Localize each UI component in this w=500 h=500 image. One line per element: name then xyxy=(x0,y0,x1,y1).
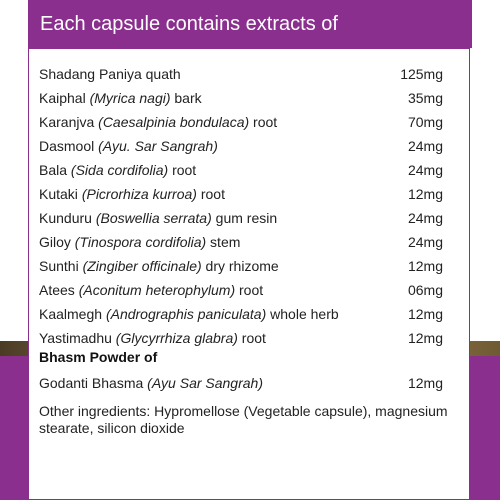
ingredient-amount: 12mg xyxy=(407,330,443,346)
ingredient-amount: 24mg xyxy=(407,234,443,250)
ingredient-latin: (Aconitum heterophylum) xyxy=(78,282,236,298)
ingredient-row xyxy=(39,63,443,85)
ingredient-row xyxy=(39,111,443,133)
ingredient-label xyxy=(39,114,277,130)
ingredient-amount: 06mg xyxy=(407,282,443,298)
ingredient-latin: (Myrica nagi) xyxy=(89,90,171,106)
ingredient-name: Dasmool xyxy=(39,138,99,154)
header-title: Each capsule contains extracts of xyxy=(40,12,338,35)
ingredient-amount: 24mg xyxy=(407,162,443,178)
ingredient-part: dry rhizome xyxy=(201,258,279,274)
ingredient-name: Bala xyxy=(39,162,71,178)
ingredient-amount: 12mg xyxy=(407,375,443,391)
ingredient-amount: 12mg xyxy=(407,258,443,274)
bhasm-heading: Bhasm Powder of xyxy=(39,349,158,365)
ingredient-label xyxy=(39,90,202,106)
ingredient-label xyxy=(39,162,196,178)
ingredient-latin: (Sida cordifolia) xyxy=(70,162,169,178)
ingredient-name: Kutaki xyxy=(39,186,82,202)
ingredient-row xyxy=(39,87,443,109)
ingredient-name: Kaiphal xyxy=(39,90,90,106)
ingredient-name: Karanjva xyxy=(39,114,99,130)
ingredient-latin: (Picrorhiza kurroa) xyxy=(81,186,197,202)
ingredient-latin: (Caesalpinia bondulaca) xyxy=(98,114,250,130)
ingredient-part: root xyxy=(237,330,266,346)
ingredient-latin: (Ayu Sar Sangrah) xyxy=(147,375,263,391)
ingredient-latin: (Andrographis paniculata) xyxy=(105,306,267,322)
ingredient-row xyxy=(39,327,443,349)
ingredient-row xyxy=(39,279,443,301)
ingredient-label xyxy=(39,210,277,226)
ingredient-amount: 12mg xyxy=(407,306,443,322)
ingredient-name: Kunduru xyxy=(39,210,96,226)
ingredient-name: Atees xyxy=(39,282,79,298)
ingredient-latin: (Zingiber officinale) xyxy=(82,258,202,274)
ingredient-row xyxy=(39,207,443,229)
ingredient-row xyxy=(39,303,443,325)
ingredient-amount: 12mg xyxy=(407,186,443,202)
ingredient-name: Shadang Paniya quath xyxy=(39,66,181,82)
other-ingredients: Other ingredients: Hypromellose (Vegetable capsule), magnesium stearate, silicon dioxide xyxy=(39,403,448,436)
ingredient-label xyxy=(39,282,263,298)
ingredient-amount: 70mg xyxy=(407,114,443,130)
ingredient-part: bark xyxy=(170,90,202,106)
ingredient-row xyxy=(39,255,443,277)
ingredient-row xyxy=(39,231,443,253)
ingredient-latin: (Tinospora cordifolia) xyxy=(74,234,207,250)
ingredient-name: Sunthi xyxy=(39,258,83,274)
ingredient-amount: 24mg xyxy=(407,138,443,154)
ingredient-amount: 24mg xyxy=(407,210,443,226)
ingredient-part: root xyxy=(168,162,197,178)
ingredients-card xyxy=(28,48,470,500)
ingredient-latin: (Boswellia serrata) xyxy=(95,210,212,226)
ingredient-name: Yastimadhu xyxy=(39,330,116,346)
ingredient-label xyxy=(39,66,181,82)
ingredient-part: root xyxy=(249,114,278,130)
ingredient-row xyxy=(39,183,443,205)
ingredient-label xyxy=(39,258,279,274)
ingredient-name: Godanti Bhasma xyxy=(39,375,148,391)
ingredient-label xyxy=(39,375,263,391)
ingredient-label xyxy=(39,306,339,322)
ingredient-label xyxy=(39,330,266,346)
ingredient-name: Kaalmegh xyxy=(39,306,106,322)
ingredient-amount: 35mg xyxy=(407,90,443,106)
ingredient-row xyxy=(39,135,443,157)
ingredient-name: Giloy xyxy=(39,234,75,250)
bhasm-row xyxy=(39,372,443,394)
ingredient-label xyxy=(39,186,225,202)
ingredient-latin: (Ayu. Sar Sangrah) xyxy=(98,138,218,154)
ingredient-part: gum resin xyxy=(211,210,278,226)
ingredient-part: whole herb xyxy=(266,306,339,322)
ingredient-label xyxy=(39,138,218,154)
ingredient-part: stem xyxy=(206,234,241,250)
ingredient-label xyxy=(39,234,240,250)
ingredient-latin: (Glycyrrhiza glabra) xyxy=(115,330,238,346)
ingredient-part: root xyxy=(196,186,225,202)
ingredient-part: root xyxy=(235,282,264,298)
header-bar xyxy=(28,0,472,48)
ingredient-amount: 125mg xyxy=(400,66,443,82)
ingredient-row xyxy=(39,159,443,181)
